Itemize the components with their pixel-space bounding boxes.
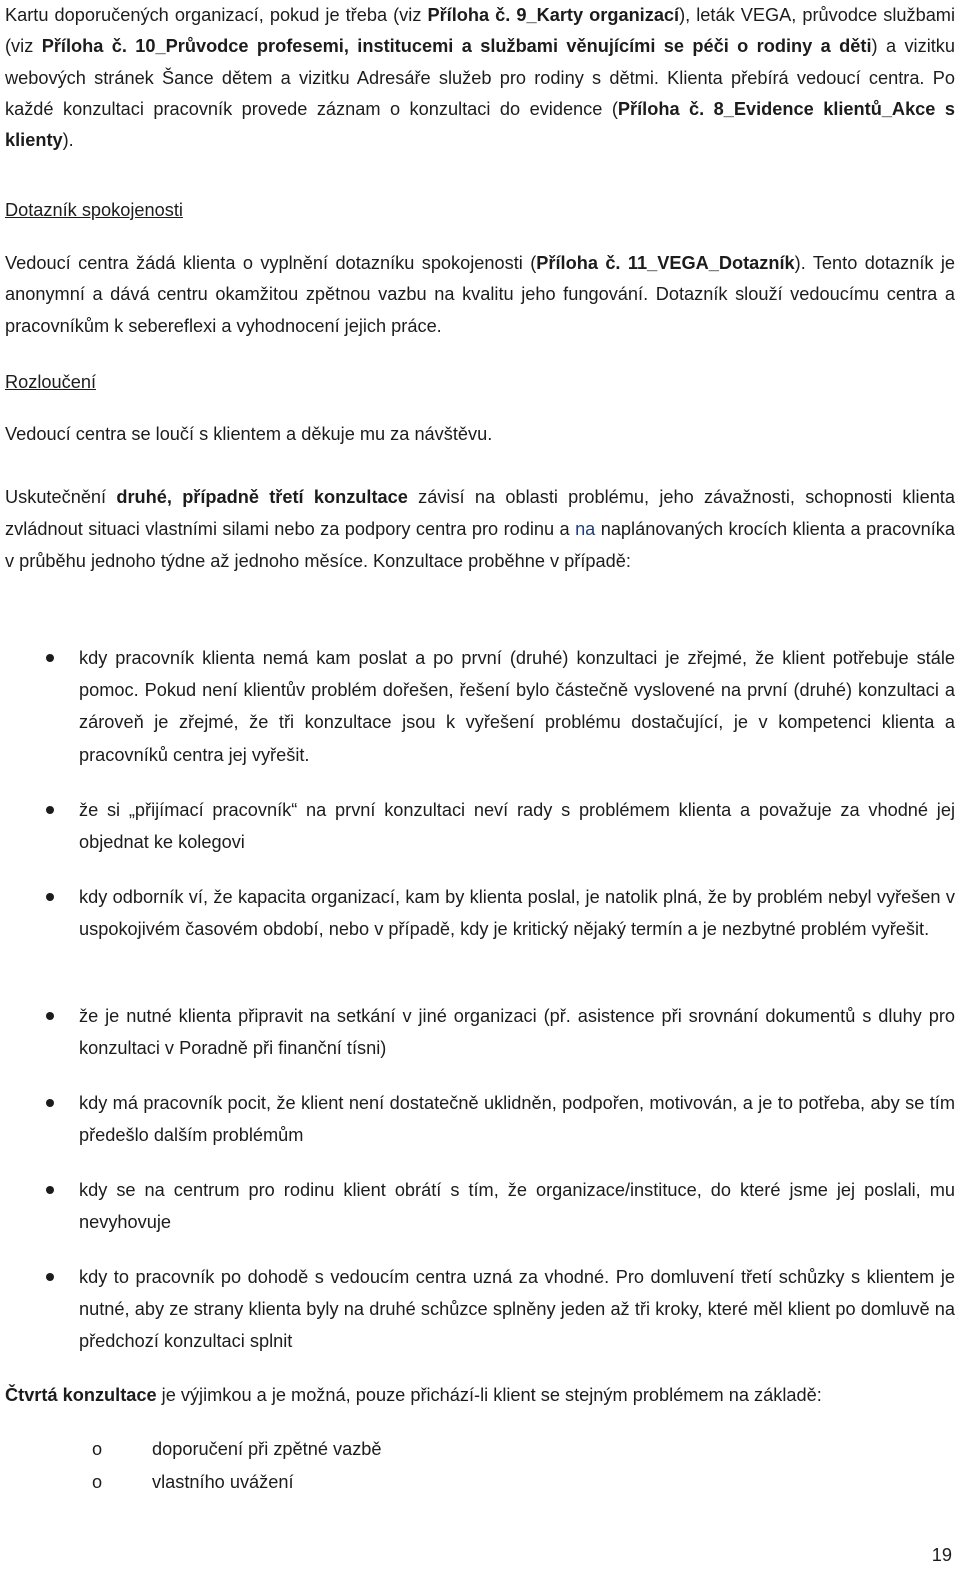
fourth-text-1: je výjimkou a je možná, pouze přichází-li klient se stejným problémem na základě:	[156, 1385, 822, 1405]
second-consultation-bold: druhé, případně třetí konzultace	[116, 487, 408, 507]
survey-paragraph	[5, 248, 955, 342]
bullet-icon	[46, 806, 54, 814]
farewell-heading: Rozloučení	[5, 372, 96, 392]
second-text-3: naplánovaných krocích klienta a pracovníka v průběhu jednoho týdne až jednoho měsíce. Konzultace proběhne v případě:	[5, 519, 955, 572]
list-item-text: kdy má pracovník pocit, že klient není dostatečně uklidněn, podpořen, motivován, a je to potřeba, aby se tím předešlo dalším problémům	[79, 1093, 955, 1146]
fourth-consultation-paragraph	[5, 1380, 955, 1411]
sub-bullet-icon: o	[92, 1439, 103, 1459]
list-item-text: že si „přijímací pracovník“ na první konzultaci neví rady s problémem klienta a považuje za vhodné jej objednat ke kolegovi	[79, 800, 955, 853]
bullet-icon	[46, 1012, 54, 1020]
second-text-2: závisí na oblasti problému, jeho závažnosti, schopnosti klienta zvládnout situaci vlastními silami nebo za podpory centra pro rodinu a	[5, 487, 955, 540]
bullet-icon	[46, 1273, 54, 1281]
list-item-text: kdy pracovník klienta nemá kam poslat a po první (druhé) konzultaci je zřejmé, že klient potřebuje stále pomoc. Pokud není klientův problém dořešen, řešení bylo částečně vyslovené na první (druhé) konzultaci a zároveň je zřejmé, že tři konzultace jsou k vyřešení problému dostačující, je v kompetenci klienta a pracovníků centra jej vyřešit.	[79, 648, 955, 765]
survey-text-2: ). Tento dotazník je anonymní a dává centru okamžitou zpětnou vazbu na kvalitu jeho fungování. Dotazník slouží vedoucímu centra a pracovníkům k sebereflexi a vyhodnocení jejich práce.	[5, 253, 956, 336]
second-consultation-paragraph	[5, 481, 955, 578]
intro-text-4: ).	[62, 130, 74, 151]
second-text-1: Uskutečnění	[5, 487, 117, 507]
page-number: 19	[931, 1545, 952, 1565]
bullet-icon	[46, 893, 54, 901]
list-item-text: kdy se na centrum pro rodinu klient obrátí s tím, že organizace/instituce, do které jsme jej poslali, mu nevyhovuje	[79, 1180, 955, 1233]
intro-text-1: Kartu doporučených organizací, pokud je třeba (viz	[5, 5, 428, 25]
survey-heading: Dotazník spokojenosti	[5, 200, 183, 220]
bullet-icon	[46, 1099, 54, 1107]
sub-bullet-icon: o	[92, 1472, 103, 1492]
intro-paragraph	[5, 0, 955, 156]
fourth-consultation-bold: Čtvrtá konzultace	[5, 1385, 157, 1405]
annex-9-reference: Příloha č. 9_Karty organizací	[427, 5, 680, 25]
sub-list-item: doporučení při zpětné vazbě	[152, 1439, 382, 1459]
bullet-icon	[46, 654, 54, 662]
list-item-text: kdy to pracovník po dohodě s vedoucím centra uzná za vhodné. Pro domluvení třetí schůzky s klientem je nutné, aby ze strany klienta byly na druhé schůzce splněny jeden až tři kroky, které měl klient po domluvě na předchozí konzultaci splnit	[79, 1267, 955, 1352]
sub-list-item: vlastního uvážení	[152, 1472, 294, 1492]
intro-text-3: ) a vizitku webových stránek Šance dětem a vizitku Adresáře služeb pro rodiny s dětmi. Klienta přebírá vedoucí centra. Po každé konzultaci pracovník provede záznam o konzultaci do evidence (	[5, 36, 955, 119]
bullet-icon	[46, 1186, 54, 1194]
farewell-paragraph: Vedoucí centra se loučí s klientem a děkuje mu za návštěvu.	[5, 424, 493, 444]
annex-10-reference: Příloha č. 10_Průvodce profesemi, institucemi a službami věnujícími se péči o rodiny a děti	[41, 36, 872, 57]
list-item-text: že je nutné klienta připravit na setkání v jiné organizaci (př. asistence při srovnání dokumentů s dluhy pro konzultaci v Poradně při finanční tísni)	[79, 1006, 955, 1059]
survey-text-1: Vedoucí centra žádá klienta o vyplnění dotazníku spokojenosti (	[5, 253, 537, 273]
second-text-blue: na	[575, 519, 596, 540]
intro-text-2: ), leták VEGA, průvodce službami (viz	[5, 5, 955, 57]
list-item-text: kdy odborník ví, že kapacita organizací, kam by klienta poslal, je natolik plná, že by problém nebyl vyřešen v uspokojivém časovém období, nebo v případě, kdy je kritický nějaký termín a je nezbytné problém vyřešit.	[79, 887, 955, 940]
annex-8-reference: Příloha č. 8_Evidence klientů_Akce s klienty	[5, 98, 955, 151]
annex-11-reference: Příloha č. 11_VEGA_Dotazník	[536, 253, 795, 273]
